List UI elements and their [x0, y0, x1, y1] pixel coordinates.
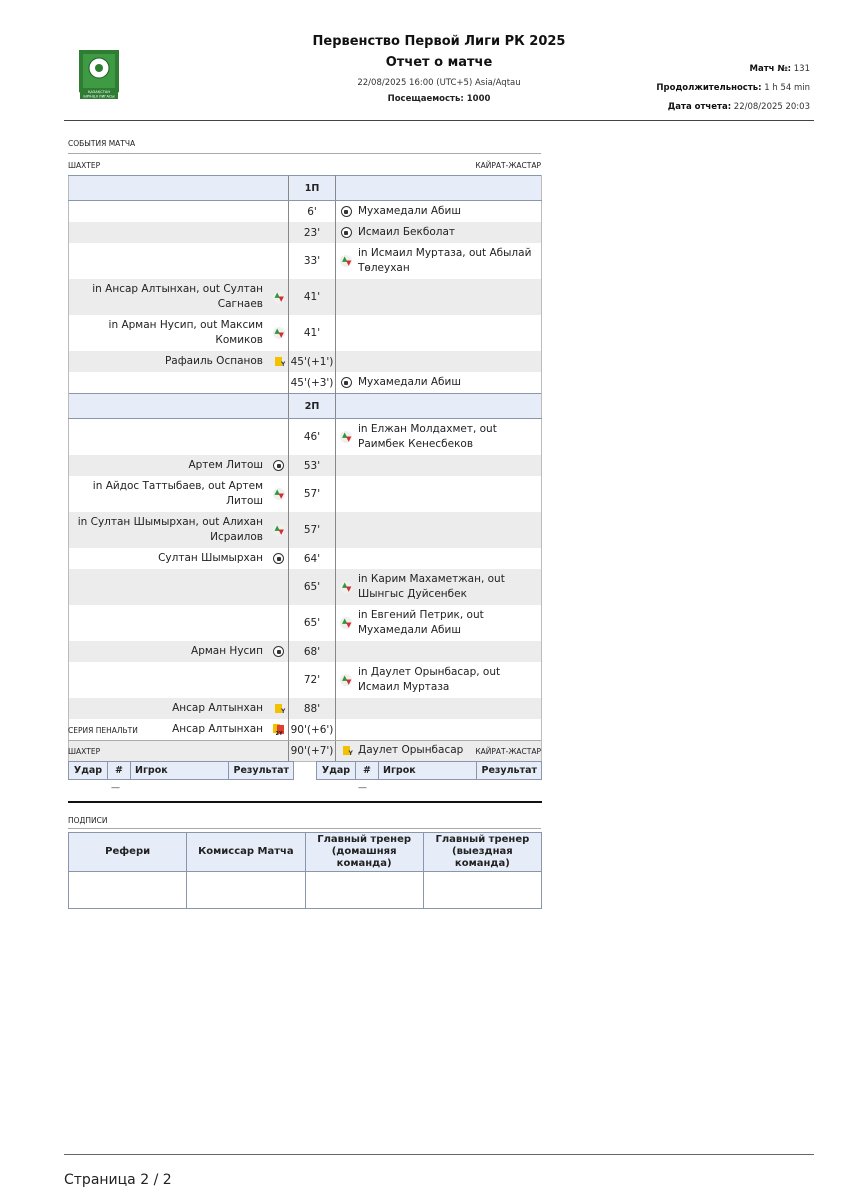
penalty-col-result: Результат — [477, 762, 542, 780]
substitution-icon: ▲ ▼ — [274, 291, 284, 303]
event-minute: 90'(+6') — [289, 719, 336, 740]
home-event-text: Ансар Алтынхан — [69, 698, 270, 719]
away-event-text: in Исмаил Муртаза, out Абылай Төлеухан — [356, 243, 542, 279]
report-header — [64, 28, 814, 121]
event-row — [69, 243, 542, 279]
event-minute: 90'(+7') — [289, 740, 336, 762]
event-row — [69, 476, 542, 512]
penalty-home-team: ШАХТЕР — [68, 747, 101, 756]
event-minute: 57' — [289, 476, 336, 512]
attendance-value: 1000 — [466, 94, 491, 104]
away-event-text: Мухамедали Абиш — [356, 201, 542, 223]
penalty-away-team: КАЙРАТ-ЖАСТАР — [475, 747, 541, 756]
event-row — [69, 279, 542, 315]
event-minute: 53' — [289, 455, 336, 476]
penalty-table-away — [316, 761, 542, 780]
event-row — [69, 569, 542, 605]
home-team-name: ШАХТЕР — [68, 161, 101, 170]
period-label: 1П — [289, 176, 336, 201]
away-event-text: Мухамедали Абиш — [356, 372, 542, 394]
yellow-card-icon: Y — [275, 357, 282, 366]
event-row — [69, 719, 542, 740]
events-table — [68, 175, 542, 762]
goal-icon — [273, 460, 284, 471]
home-event-text: in Арман Нусип, out Максим Комиков — [69, 315, 270, 351]
event-minute: 45'(+1') — [289, 351, 336, 372]
sign-box-referee[interactable] — [69, 872, 187, 909]
event-row — [69, 372, 542, 394]
period-header — [69, 176, 542, 201]
penalty-col-result: Результат — [229, 762, 294, 780]
report-title: Первенство Первой Лиги РК 2025 — [312, 34, 566, 49]
event-row — [69, 740, 542, 762]
event-minute: 65' — [289, 569, 336, 605]
goal-icon — [273, 553, 284, 564]
away-event-text: Исмаил Бекболат — [356, 222, 542, 243]
signatures-table — [68, 832, 542, 909]
divider — [68, 153, 541, 154]
substitution-icon: ▲ ▼ — [342, 674, 352, 686]
penalty-col-player: Игрок — [131, 762, 229, 780]
event-minute: 72' — [289, 662, 336, 698]
report-subtitle: Отчет о матче — [385, 55, 493, 70]
page-number: Страница 2 / 2 — [64, 1172, 172, 1188]
divider — [68, 740, 541, 741]
event-minute: 68' — [289, 641, 336, 662]
events-section-title: СОБЫТИЯ МАТЧА — [68, 139, 136, 148]
event-minute: 41' — [289, 279, 336, 315]
away-event-text: in Даулет Орынбасар, out Исмаил Муртаза — [356, 662, 542, 698]
league-logo — [74, 48, 124, 106]
attendance — [244, 94, 634, 104]
event-minute: 65' — [289, 605, 336, 641]
event-minute: 45'(+3') — [289, 372, 336, 394]
footer-divider — [64, 1154, 814, 1155]
event-minute: 33' — [289, 243, 336, 279]
sign-col-home-coach: Главный тренер (домашняя команда) — [305, 833, 423, 872]
substitution-icon: ▲ ▼ — [274, 488, 284, 500]
section-divider — [68, 801, 542, 803]
event-row — [69, 605, 542, 641]
event-minute: 41' — [289, 315, 336, 351]
home-event-text: in Айдос Таттыбаев, out Артем Литош — [69, 476, 270, 512]
substitution-icon: ▲ ▼ — [274, 524, 284, 536]
goal-icon — [341, 227, 352, 238]
event-minute: 64' — [289, 548, 336, 569]
sign-col-commissioner: Комиссар Матча — [187, 833, 305, 872]
home-event-text: Рафаиль Оспанов — [69, 351, 270, 372]
event-row — [69, 641, 542, 662]
event-minute: 88' — [289, 698, 336, 719]
duration-value: 1 h 54 min — [764, 83, 810, 93]
svg-text:ҚАЗАҚСТАН: ҚАЗАҚСТАН — [87, 90, 111, 94]
penalty-col-number: # — [108, 762, 131, 780]
sign-box-home-coach[interactable] — [305, 872, 423, 909]
period-label: 2П — [289, 394, 336, 419]
sign-box-away-coach[interactable] — [423, 872, 541, 909]
home-event-text: Артем Литош — [69, 455, 270, 476]
home-event-text: Султан Шымырхан — [69, 548, 270, 569]
svg-text:БІРІНШІ ЛИГАСЫ: БІРІНШІ ЛИГАСЫ — [83, 94, 115, 99]
match-meta — [656, 60, 810, 117]
event-row — [69, 512, 542, 548]
match-no-value: 131 — [793, 64, 810, 74]
substitution-icon: ▲ ▼ — [342, 617, 352, 629]
match-no-label: Матч №: — [749, 64, 792, 74]
sign-col-away-coach: Главный тренер (выездная команда) — [423, 833, 541, 872]
substitution-icon: ▲ ▼ — [342, 581, 352, 593]
event-row — [69, 455, 542, 476]
penalty-col-number: # — [356, 762, 379, 780]
event-row — [69, 351, 542, 372]
report-date-label: Дата отчета: — [667, 102, 732, 112]
event-minute: 46' — [289, 419, 336, 456]
event-minute: 23' — [289, 222, 336, 243]
away-team-name: КАЙРАТ-ЖАСТАР — [475, 161, 541, 170]
away-event-text: in Карим Махаметжан, out Шынгыс Дуйсенбек — [356, 569, 542, 605]
away-event-text: in Елжан Молдахмет, out Раимбек Кенесбеков — [356, 419, 542, 456]
penalty-table-home — [68, 761, 294, 780]
divider — [68, 828, 541, 829]
penalty-empty-away: — — [358, 783, 367, 793]
event-row — [69, 419, 542, 456]
duration-label: Продолжительность: — [656, 83, 762, 93]
event-row — [69, 662, 542, 698]
yellow-card-icon: Y — [343, 746, 350, 755]
home-event-text: Арман Нусип — [69, 641, 270, 662]
report-date-value: 22/08/2025 20:03 — [733, 102, 810, 112]
event-minute: 6' — [289, 201, 336, 223]
penalty-col-shot: Удар — [317, 762, 356, 780]
substitution-icon: ▲ ▼ — [274, 327, 284, 339]
home-event-text: Ансар Алтынхан — [69, 719, 270, 740]
second-yellow-card-icon: 2Y — [273, 724, 285, 736]
sign-box-commissioner[interactable] — [187, 872, 305, 909]
event-row — [69, 201, 542, 223]
goal-icon — [341, 206, 352, 217]
event-minute: 57' — [289, 512, 336, 548]
away-event-text: in Евгений Петрик, out Мухамедали Абиш — [356, 605, 542, 641]
away-event-text: Даулет Орынбасар — [356, 740, 542, 762]
match-datetime: 22/08/2025 16:00 (UTC+5) Asia/Aqtau — [357, 78, 521, 88]
signatures-section-title: ПОДПИСИ — [68, 816, 108, 825]
attendance-label: Посещаемость: — [387, 94, 464, 104]
goal-icon — [341, 377, 352, 388]
penalty-empty-home: — — [111, 783, 120, 793]
home-event-text: in Ансар Алтынхан, out Султан Сагнаев — [69, 279, 270, 315]
substitution-icon: ▲ ▼ — [342, 431, 352, 443]
period-header — [69, 394, 542, 419]
home-event-text: in Султан Шымырхан, out Алихан Исраилов — [69, 512, 270, 548]
penalty-col-player: Игрок — [379, 762, 477, 780]
event-row — [69, 548, 542, 569]
substitution-icon: ▲ ▼ — [342, 255, 352, 267]
goal-icon — [273, 646, 284, 657]
sign-col-referee: Рефери — [69, 833, 187, 872]
event-row — [69, 698, 542, 719]
penalty-section-title: СЕРИЯ ПЕНАЛЬТИ — [68, 726, 138, 735]
event-row — [69, 315, 542, 351]
yellow-card-icon: Y — [275, 704, 282, 713]
penalty-col-shot: Удар — [69, 762, 108, 780]
event-row — [69, 222, 542, 243]
